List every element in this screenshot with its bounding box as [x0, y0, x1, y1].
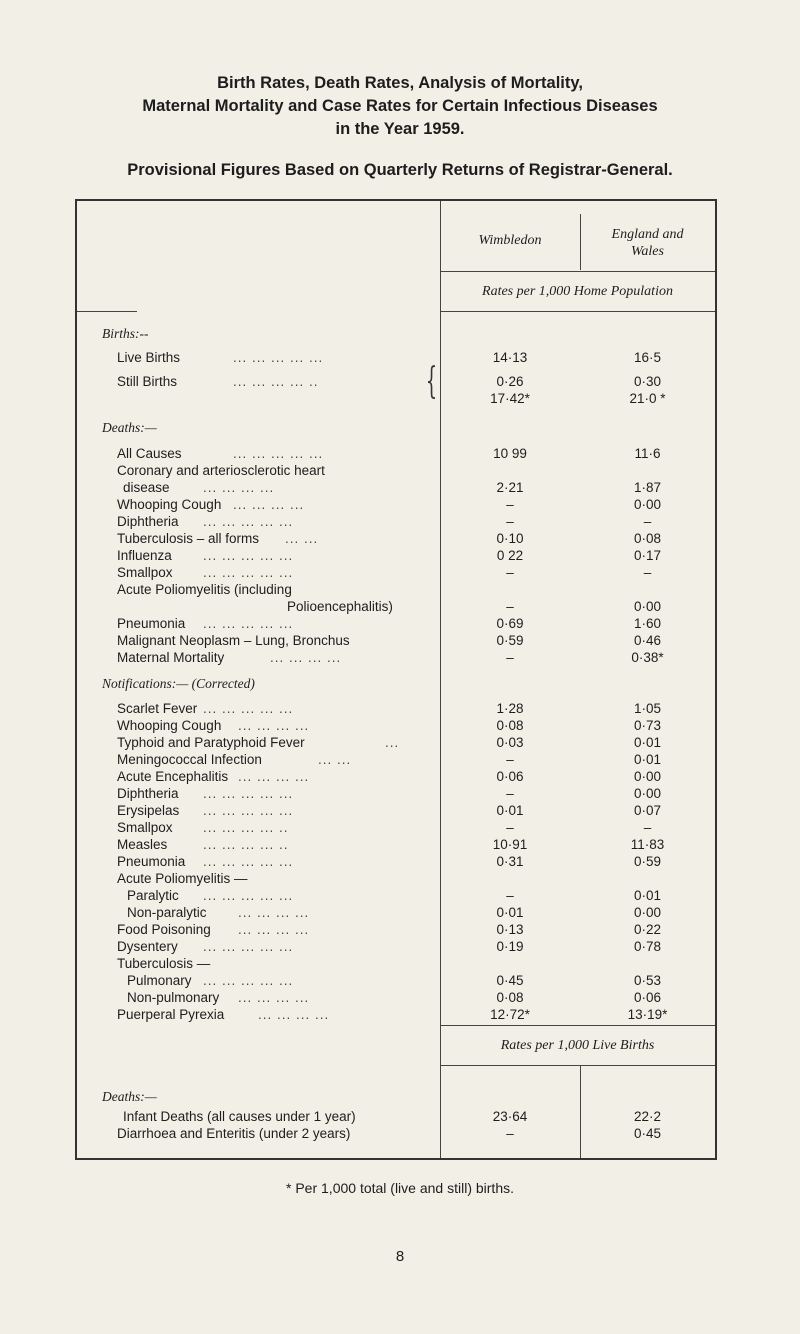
row-leader-dots: ... ... ... ...	[238, 905, 310, 920]
row-label: Smallpox	[117, 565, 173, 580]
header-england-wales-2: Wales	[631, 244, 664, 259]
row-label: Influenza	[117, 548, 172, 563]
england-wales-value: 0·00	[633, 497, 662, 512]
row-label: Measles	[117, 837, 168, 852]
england-wales-value: –	[643, 820, 652, 835]
row-label: Food Poisoning	[117, 922, 211, 937]
row-label: Smallpox	[117, 820, 173, 835]
infant-section-rule-top	[440, 1025, 715, 1026]
title-line-2: Maternal Mortality and Case Rates for Certain Infectious Diseases	[142, 97, 658, 115]
england-wales-value: 0·59	[633, 854, 662, 869]
wimbledon-value: –	[506, 599, 514, 614]
wimbledon-value: 0·45	[496, 973, 524, 988]
row-label: Polioencephalitis)	[287, 599, 393, 614]
row-label: Typhoid and Paratyphoid Fever	[117, 735, 305, 750]
wimbledon-value: 0·26	[496, 374, 524, 389]
wimbledon-value: 0·13	[496, 922, 524, 937]
wimbledon-value: 0·06	[496, 769, 524, 784]
wimbledon-value: –	[506, 565, 514, 580]
england-wales-value: 0·08	[633, 531, 662, 546]
england-wales-value: 1·05	[633, 701, 662, 716]
wimbledon-value: –	[506, 1126, 514, 1141]
row-leader-dots: ... ... ... ... ...	[203, 616, 294, 631]
wimbledon-value: 10·91	[492, 837, 528, 852]
header-wimbledon: Wimbledon	[478, 233, 542, 248]
row-leader-dots: ... ... ... ... ...	[203, 854, 294, 869]
subtitle: Provisional Figures Based on Quarterly Returns of Registrar-General.	[127, 161, 673, 179]
row-leader-dots: ... ... ... ...	[203, 480, 275, 495]
row-label: Malignant Neoplasm – Lung, Bronchus	[117, 633, 350, 648]
row-leader-dots: ... ... ... ... ..	[233, 374, 319, 389]
footnote: * Per 1,000 total (live and still) births.	[286, 1180, 514, 1196]
row-leader-dots: ... ...	[318, 752, 352, 767]
row-label: Dysentery	[117, 939, 178, 954]
row-label: Infant Deaths (all causes under 1 year)	[123, 1109, 356, 1124]
row-leader-dots: ... ... ... ... ...	[203, 514, 294, 529]
brace-icon: {	[425, 361, 438, 402]
row-leader-dots: ... ... ... ...	[233, 497, 305, 512]
wimbledon-value: –	[506, 650, 514, 665]
wimbledon-value: 0·03	[496, 735, 524, 750]
row-leader-dots: ... ... ... ...	[270, 650, 342, 665]
row-leader-dots: ... ... ... ... ...	[203, 939, 294, 954]
row-label: Coronary and arteriosclerotic heart	[117, 463, 325, 478]
row-leader-dots: ... ... ... ... ...	[203, 803, 294, 818]
header-rates-population: Rates per 1,000 Home Population	[482, 284, 673, 299]
wimbledon-value: 10 99	[493, 446, 527, 461]
england-wales-value: 0·00	[633, 599, 662, 614]
england-wales-value: 0·01	[633, 735, 662, 750]
row-label: Scarlet Fever	[117, 701, 198, 716]
england-wales-value: 0·00	[633, 769, 662, 784]
wimbledon-value: –	[506, 514, 514, 529]
header-rates-births: Rates per 1,000 Live Births	[500, 1038, 655, 1053]
wimbledon-value: 0 22	[496, 548, 524, 563]
wimbledon-value: 0·01	[496, 905, 524, 920]
england-wales-value: 0·01	[633, 888, 662, 903]
wimbledon-value: 1·28	[496, 701, 524, 716]
row-label: Non-pulmonary	[127, 990, 220, 1005]
wimbledon-value: 2·21	[496, 480, 524, 495]
england-wales-value: 11·83	[630, 837, 665, 852]
infant-section-rule-bottom	[440, 1065, 715, 1066]
row-label: Paralytic	[127, 888, 179, 903]
row-leader-dots: ... ... ... ...	[238, 990, 310, 1005]
header-england-wales-1: England and	[611, 227, 684, 242]
wimbledon-value: 14·13	[492, 350, 528, 365]
row-leader-dots: ... ... ... ...	[258, 1007, 330, 1022]
row-label: Maternal Mortality	[117, 650, 225, 665]
row-label: Acute Poliomyelitis —	[117, 871, 248, 886]
row-leader-dots: ... ...	[285, 531, 319, 546]
wimbledon-value: 0·31	[496, 854, 524, 869]
england-wales-value: 0·30	[633, 374, 662, 389]
row-label: Tuberculosis – all forms	[117, 531, 260, 546]
wimbledon-value: 0·10	[496, 531, 524, 546]
wimbledon-value: 12·72*	[490, 1007, 530, 1022]
wimbledon-value: 0·59	[496, 633, 524, 648]
england-wales-value: 0·17	[633, 548, 662, 563]
wimbledon-value: 0·08	[496, 990, 524, 1005]
row-label: Diphtheria	[117, 786, 179, 801]
row-label: Whooping Cough	[117, 497, 222, 512]
england-wales-value: 0·46	[633, 633, 662, 648]
header-rule-left	[77, 311, 137, 312]
row-label: Whooping Cough	[117, 718, 222, 733]
row-leader-dots: ... ... ... ... ...	[203, 701, 294, 716]
row-label: Live Births	[117, 350, 181, 365]
wimbledon-value: 0·08	[496, 718, 524, 733]
row-label: Acute Encephalitis	[117, 769, 229, 784]
row-leader-dots: ... ... ... ... ..	[203, 820, 289, 835]
row-label: Tuberculosis —	[117, 956, 211, 971]
wimbledon-value: –	[506, 820, 514, 835]
england-wales-value: 0·38*	[631, 650, 664, 665]
row-label: Erysipelas	[117, 803, 180, 818]
row-leader-dots: ... ... ... ...	[238, 922, 310, 937]
england-wales-value: 13·19*	[627, 1007, 668, 1022]
england-wales-value: 0·00	[633, 786, 662, 801]
row-label: Non-paralytic	[127, 905, 207, 920]
wimbledon-value: 0·19	[496, 939, 524, 954]
row-label: Still Births	[117, 374, 178, 389]
row-label: Pneumonia	[117, 854, 186, 869]
row-leader-dots: ... ... ... ...	[238, 769, 310, 784]
england-wales-value: 22·2	[633, 1109, 662, 1124]
wimbledon-value: –	[506, 786, 514, 801]
row-leader-dots: ... ... ... ... ...	[233, 446, 324, 461]
england-wales-value: 0·78	[633, 939, 662, 954]
row-leader-dots: ... ... ... ... ...	[203, 786, 294, 801]
row-label: Diphtheria	[117, 514, 179, 529]
row-leader-dots: ... ... ... ...	[238, 718, 310, 733]
england-wales-value: 0·53	[633, 973, 662, 988]
wimbledon-value: –	[506, 888, 514, 903]
row-label: disease	[123, 480, 170, 495]
wimbledon-value: 0·01	[496, 803, 524, 818]
england-wales-value: 0·00	[633, 905, 662, 920]
wimbledon-value: 0·69	[496, 616, 524, 631]
england-wales-value: 0·06	[633, 990, 662, 1005]
england-wales-value: 0·45	[633, 1126, 662, 1141]
england-wales-value: 0·01	[633, 752, 662, 767]
england-wales-value: –	[643, 514, 652, 529]
page-number: 8	[395, 1248, 405, 1265]
row-label: All Causes	[117, 446, 182, 461]
row-leader-dots: ... ... ... ... ...	[203, 973, 294, 988]
england-wales-value: 21·0 *	[629, 391, 666, 406]
wimbledon-value: –	[506, 752, 514, 767]
row-label: Acute Poliomyelitis (including	[117, 582, 292, 597]
england-wales-value: 0·73	[633, 718, 662, 733]
row-leader-dots: ... ... ... ... ...	[233, 350, 324, 365]
row-leader-dots: ... ... ... ... ...	[203, 548, 294, 563]
row-leader-dots: ... ... ... ... ...	[203, 565, 294, 580]
row-label: Pneumonia	[117, 616, 186, 631]
header-rule-1	[440, 271, 715, 272]
england-wales-value: –	[643, 565, 652, 580]
wimbledon-value: 23·64	[492, 1109, 528, 1124]
row-leader-dots: ...	[385, 735, 400, 750]
title-line-1: Birth Rates, Death Rates, Analysis of Mortality,	[217, 74, 583, 92]
wimbledon-value: –	[506, 497, 514, 512]
wimbledon-value: 17·42*	[490, 391, 530, 406]
england-wales-value: 0·07	[633, 803, 662, 818]
row-label: Meningococcal Infection	[117, 752, 262, 767]
row-leader-dots: ... ... ... ... ..	[203, 837, 289, 852]
england-wales-value: 0·22	[633, 922, 662, 937]
header-rule-2	[440, 311, 715, 312]
row-leader-dots: ... ... ... ... ...	[203, 888, 294, 903]
row-label: Puerperal Pyrexia	[117, 1007, 225, 1022]
england-wales-value: 11·6	[634, 446, 661, 461]
title-line-3: in the Year 1959.	[335, 120, 465, 138]
england-wales-value: 1·87	[633, 480, 662, 495]
england-wales-value: 16·5	[633, 350, 662, 365]
row-label: Diarrhoea and Enteritis (under 2 years)	[117, 1126, 351, 1141]
row-label: Pulmonary	[127, 973, 192, 988]
england-wales-value: 1·60	[633, 616, 662, 631]
